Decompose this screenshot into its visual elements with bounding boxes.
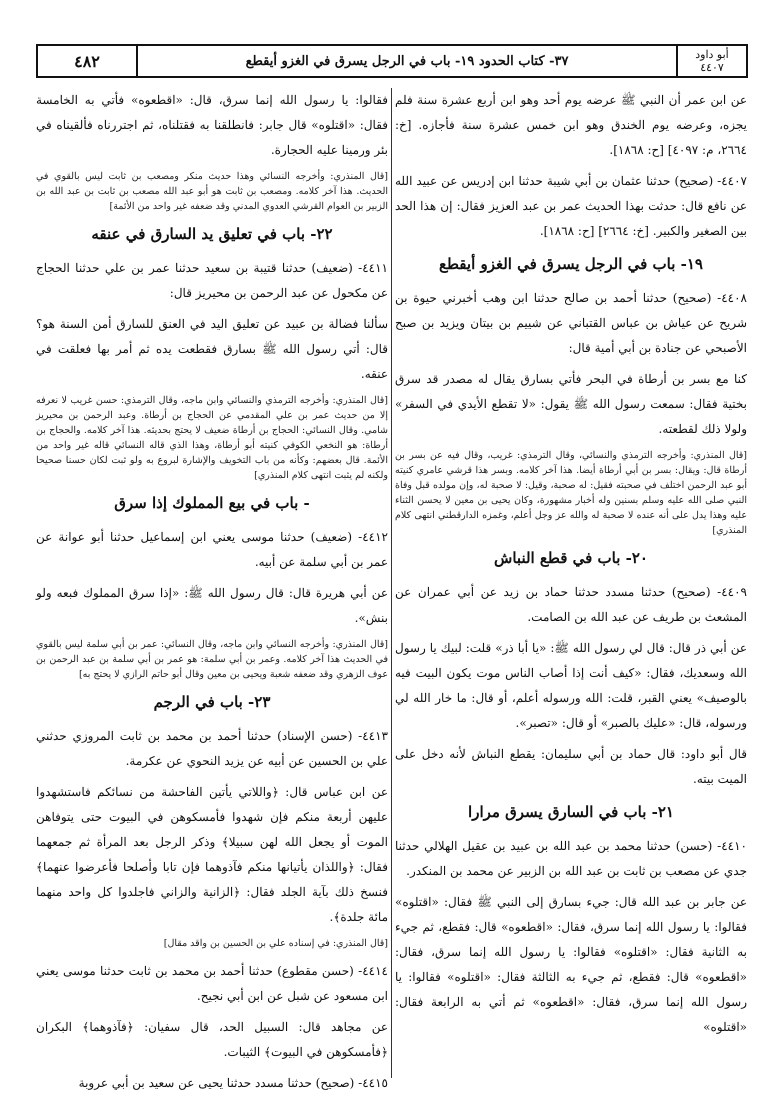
paragraph: كنا مع بسر بن أرطاة في البحر فأتي بسارق يقال له مصدر قد سرق بختية فقال: سمعت رسول الله ﷺ يقول: «لا تقطع الأيدي في السفر» ولولا ذلك لقطعته. — [395, 372, 747, 436]
hadith-4412: ٤٤١٢- (ضعيف) حدثنا موسى يعني ابن إسماعيل حدثنا أبو عوانة عن عمر بن أبي سلمة عن أبيه. — [36, 530, 388, 569]
paragraph: عن ابن عمر أن النبي ﷺ عرضه يوم أحد وهو ابن أربع عشرة سنة فلم يجزه، وعرضه يوم الخندق وهو ابن خمس عشرة سنة فأجازه. [خ: ٢٦٦٤، م: ٤٠٩٧] [ح: ١٨٦٨]. — [395, 93, 747, 157]
chapter-heading-19: ١٩- باب في الرجل يسرق في الغزو أيقطع — [439, 255, 703, 273]
paragraph: عن ابن عباس قال: ﴿واللاتي يأتين الفاحشة من نسائكم فاستشهدوا عليهن أربعة منكم فإن شهدوا فأمسكوهن في البيوت حتى يتوفاهن الموت أو يجعل الله لهن سبيلا﴾ وذكر الرجل بعد المرأة ثم جمعهما فقال: ﴿واللذان يأتيانها منكم فآذوهما فإن تابا وأصلحا فأعرضوا عنهما﴾ فنسخ ذلك بآية الجلد فقال: ﴿الزانية والزاني فاجلدوا كل واحد منهما مائة جلدة﴾. — [36, 785, 388, 924]
column-divider — [391, 88, 392, 1078]
paragraph: عن أبي ذر قال: قال لي رسول الله ﷺ: «يا أبا ذر» قلت: لبيك يا رسول الله وسعديك، فقال: «كيف أنت إذا أصاب الناس موت يكون البيت فيه بالوصيف» يعني القبر، قلت: الله ورسوله أعلم، أو قال: ما خار الله لي ورسوله، قال: «عليك بالصبر» أو قال: «تصبر». — [395, 641, 747, 730]
footnote: [قال المنذري: وأخرجه الترمذي والنسائي وابن ماجه، وقال الترمذي: حسن غريب لا نعرفه إلا من حديث عمر بن علي المقدمي عن الحجاج بن أرطاة. وعبد الرحمن بن محيريز شامي. وقال النسائي: الحجاج بن أرطاة ضعيف لا يحتج بحديثه. هذا آخر كلامه. والحجاج بن أرطاة: هو النخعي الكوفي كنيته أبو أرطاة، وهذا الذي قاله النسائي قاله غير واحد من الأئمة. قال بعضهم: وكأنه من باب التخويف والإشارة لبروع به ولو ثبت لكان حسنا صحيحا ولكنه لم يثبت انتهى كلام المنذري] — [36, 395, 388, 481]
footnote: [قال المنذري: وأخرجه الترمذي والنسائي، وقال الترمذي: غريب، وقال فيه عن بسر بن أرطاة قال: ويقال: بسر بن أبي أرطاة أيضا. هذا آخر كلامه. وبسر هذا قرشي عامري كنيته أبو عبد الرحمن اختلف في صحبته فقيل: له صحبة، وقيل: لا صحبة له، وإن مولده قبل وفاة النبي صلى الله عليه وسلم بسنين وله أخبار مشهورة، وكان يحيى بن معين لا يحسن الثناء عليه وهذا يدل على أنه عنده لا صحبة له والله عز وجل أعلم، وغمزه الدارقطني انتهى كلام المنذري] — [395, 450, 747, 536]
book-info — [676, 46, 746, 76]
book-name: أبو داود — [695, 48, 729, 61]
hadith-range: ٤٤٠٧ — [700, 61, 724, 74]
paragraph: قال أبو داود: قال حماد بن أبي سليمان: يقطع النباش لأنه دخل على الميت بيته. — [395, 747, 747, 786]
hadith-4407: ٤٤٠٧- (صحيح) حدثنا عثمان بن أبي شيبة حدثنا ابن إدريس عن عبيد الله عن نافع قال: حدثت بهذا الحديث عمر بن عبد العزيز فقال: إن هذا الحد بين الصغير والكبير. [خ: ٢٦٦٤] [ح: ١٨٦٨]. — [395, 174, 747, 238]
paragraph: عن مجاهد قال: السبيل الحد، قال سفيان: ﴿فآذوهما﴾ البكران ﴿فأمسكوهن في البيوت﴾ الثيبات. — [36, 1020, 388, 1059]
hadith-4408: ٤٤٠٨- (صحيح) حدثنا أحمد بن صالح حدثنا ابن وهب أخبرني حيوة بن شريح عن عياش بن عباس القتباني عن شييم بن بيتان ويزيد بن صبح الأصبحي عن جنادة بن أبي أمية قال: — [395, 291, 747, 355]
paragraph: فقالوا: يا رسول الله إنما سرق، قال: «اقطعوه» فأتي به الخامسة فقال: «اقتلوه» قال جابر: فانطلقنا به فقتلناه، ثم اجتررناه فألقيناه في بئر ورمينا عليه الحجارة. — [36, 93, 388, 157]
chapter-heading-22: ٢٢- باب في تعليق يد السارق في عنقه — [91, 225, 333, 243]
chapter-heading-21: ٢١- باب في السارق يسرق مرارا — [468, 803, 674, 821]
hadith-4413: ٤٤١٣- (حسن الإسناد) حدثنا أحمد بن محمد بن ثابت المروزي حدثني علي بن الحسين عن أبيه عن يزيد النحوي عن عكرمة. — [36, 729, 388, 768]
page-number: ٤٨٢ — [38, 46, 138, 76]
hadith-4410: ٤٤١٠- (حسن) حدثنا محمد بن عبد الله بن عبيد بن عقيل الهلالي حدثنا جدي عن مصعب بن ثابت بن عبد الله بن الزبير عن محمد بن المنكدر. — [395, 839, 747, 878]
hadith-4409: ٤٤٠٩- (صحيح) حدثنا مسدد حدثنا حماد بن زيد عن أبي عمران عن المشعث بن طريف عن عبد الله بن الصامت. — [395, 585, 747, 624]
hadith-4411: ٤٤١١- (ضعيف) حدثنا قتيبة بن سعيد حدثنا عمر بن علي حدثنا الحجاج عن مكحول عن عبد الرحمن بن محيريز قال: — [36, 261, 388, 300]
paragraph: سألنا فضالة بن عبيد عن تعليق اليد في العنق للسارق أمن السنة هو؟ قال: أتي رسول الله ﷺ بسارق فقطعت يده ثم أمر بها فعلقت في عنقه. — [36, 317, 388, 381]
chapter-heading-unnumbered: - باب في بيع المملوك إذا سرق — [114, 494, 310, 512]
paragraph: عن أبي هريرة قال: قال رسول الله ﷺ: «إذا سرق المملوك فبعه ولو بنش». — [36, 586, 388, 625]
chapter-heading-23: ٢٣- باب في الرجم — [153, 693, 271, 711]
hadith-4414: ٤٤١٤- (حسن مقطوع) حدثنا أحمد بن محمد بن ثابت حدثنا موسى يعني ابن مسعود عن شبل عن ابن أبي نجيح. — [36, 964, 388, 1003]
footnote: [قال المنذري: وأخرجه النسائي وابن ماجه، وقال النسائي: عمر بن أبي سلمة ليس بالقوي في الحديث هذا آخر كلامه. وعمر بن أبي سلمة: هو عمر بن أبي سلمة بن عبد الرحمن بن عوف الزهري وقد ضعفه شعبة ويحيى بن معين وقال أبو حاتم الرازي لا يحتج به] — [36, 639, 388, 680]
chapter-title: ٣٧- كتاب الحدود ١٩- باب في الرجل يسرق في الغزو أيقطع — [245, 53, 569, 69]
footnote: [قال المنذري: وأخرجه النسائي وهذا حديث منكر ومصعب بن ثابت ليس بالقوي في الحديث. هذا آخر كلامه. ومصعب بن ثابت هو أبو عبد الله مصعب بن ثابت بن عبد الله بن الزبير بن العوام القرشي العدوي المدني وقد ضعفه غير واحد من الأئمة] — [36, 171, 388, 212]
left-column — [36, 88, 388, 1090]
right-column — [395, 88, 747, 1078]
paragraph: عن جابر بن عبد الله قال: جيء بسارق إلى النبي ﷺ فقال: «اقتلوه» فقالوا: يا رسول الله إنما سرق، فقال: «اقطعوه» قال: فقطع، ثم جيء به الثانية فقال: «اقتلوه» فقالوا: يا رسول الله إنما سرق، فقال: «اقطعوه» قال: فقطع، ثم جيء به الثالثة فقال: «اقتلوه» فقالوا: يا رسول الله إنما سرق، فقال: «اقطعوه» ثم أتي به الرابعة فقال: «اقتلوه» — [395, 895, 747, 1034]
page-header — [36, 44, 748, 78]
chapter-heading-20: ٢٠- باب في قطع النباش — [494, 549, 648, 567]
hadith-4415: ٤٤١٥- (صحيح) حدثنا مسدد حدثنا يحيى عن سعيد بن أبي عروبة — [78, 1076, 388, 1090]
footnote: [قال المنذري: في إسناده علي بن الحسين بن واقد مقال] — [163, 938, 388, 949]
